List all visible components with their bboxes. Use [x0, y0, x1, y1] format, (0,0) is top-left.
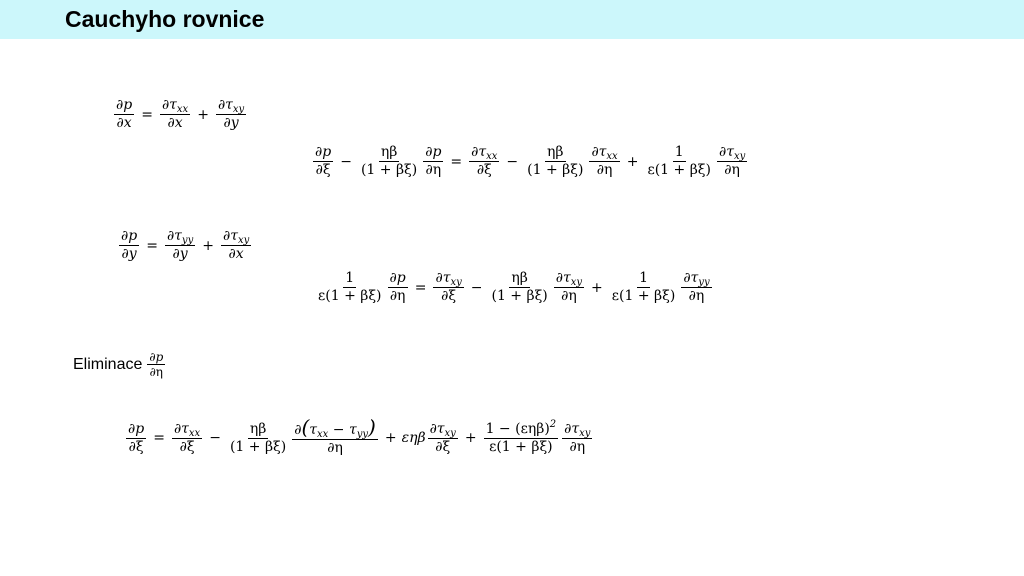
elimination-line — [73, 350, 167, 379]
fraction: $\frac{1}{\varepsilon(1 + \beta\xi)}$ — [647, 144, 711, 178]
fraction: $\frac{1 - (\varepsilon\eta\beta)^2}{\varepsilon(1 + \beta\xi)}$ — [485, 418, 557, 455]
fraction: $\frac{\partial\tau_{yy}}{\partial y}$ — [166, 228, 194, 262]
fraction: $\frac{\partial\tau_{yy}}{\partial\eta}$ — [683, 270, 710, 304]
fraction: $\frac{\partial\tau_{xy}}{\partial\eta}$ — [718, 144, 746, 178]
fraction: $\frac{\partial p}{\partial\xi}$ — [315, 144, 332, 178]
fraction: $\frac{\partial\tau_{xx}}{\partial\eta}$ — [591, 144, 618, 178]
fraction: $\frac{\partial p}{\partial\eta}$ — [389, 270, 406, 304]
fraction: $\frac{1}{\varepsilon(1 + \beta\xi)}$ — [318, 270, 382, 304]
fraction: $\frac{\partial\tau_{xy}}{\partial y}$ — [217, 97, 245, 131]
fraction: $\frac{1}{\varepsilon(1 + \beta\xi)}$ — [611, 270, 676, 304]
fraction: $\frac{\partial p}{\partial\eta}$ — [425, 144, 442, 178]
equation-1: $\frac{\partial p}{\partial x}$ = $\frac{\partial\tau_{xx}}{\partial x}$ + $\frac{\partial\tau_{xy}}{\partial y}$ — [116, 97, 245, 131]
equation-4: $\frac{1}{\varepsilon(1 + \beta\xi)}$ $\frac{\partial p}{\partial\eta}$ = $\frac{\partial\tau_{xy}}{\partial\xi}$ − $\frac{\eta\beta}{(1 + \beta\xi)}$ $\frac{\partial\tau_{xy}}{\partial\eta}$ + $\frac{1}{\varepsilon(1 + \beta\xi)}$ $\frac{\partial\tau_{yy}}{\partial\eta}$ — [318, 270, 710, 304]
fraction: $\frac{\partial p}{\partial\xi}$ — [128, 420, 145, 455]
fraction: $\frac{\eta\beta}{(1 + \beta\xi)}$ — [360, 144, 418, 178]
fraction: $\frac{\eta\beta}{(1 + \beta\xi)}$ — [229, 420, 287, 455]
fraction: $\frac{\partial\tau_{xx}}{\partial x}$ — [161, 97, 189, 131]
fraction: $\frac{\eta\beta}{(1 + \beta\xi)}$ — [527, 144, 584, 178]
equation-2: $\frac{\partial p}{\partial\xi}$ − $\frac{\eta\beta}{(1 + \beta\xi)}$ $\frac{\partial p}{\partial\eta}$ = $\frac{\partial\tau_{xx}}{\partial\xi}$ − $\frac{\eta\beta}{(1 + \beta\xi)}$ $\frac{\partial\tau_{xx}}{\partial\eta}$ + $\frac{1}{\varepsilon(1 + \beta\xi)}$ $\frac{\partial\tau_{xy}}{\partial\eta}$ — [315, 144, 746, 178]
fraction: $\frac{\partial\tau_{xx}}{\partial\xi}$ — [471, 144, 498, 178]
fraction: $\frac{\partial\tau_{xx}}{\partial\xi}$ — [173, 420, 201, 455]
fraction: $\frac{\partial\tau_{xy}}{\partial\xi}$ — [429, 420, 456, 455]
fraction: $\frac{\partial\tau_{xy}}{\partial\xi}$ — [435, 270, 462, 304]
fraction: $\frac{\partial\tau_{xy}}{\partial\eta}$ — [564, 420, 591, 455]
title-bar — [0, 0, 1024, 39]
fraction: $\frac{\partial p}{\partial y}$ — [121, 228, 138, 262]
equation-5: $\frac{\partial p}{\partial\xi}$ = $\frac{\partial\tau_{xx}}{\partial\xi}$ − $\frac{\eta\beta}{(1 + \beta\xi)}$ $\frac{\partial(\tau_{xx} - \tau_{yy})}{\partial\eta}$ + εηβ $\frac{\partial\tau_{xy}}{\partial\xi}$ + $\frac{1 - (\varepsilon\eta\beta)^2}{\varepsilon(1 + \beta\xi)}$ $\frac{\partial\tau_{xy}}{\partial\eta}$ — [128, 415, 591, 456]
elimination-label: Eliminace — [73, 355, 143, 373]
equation-3: $\frac{\partial p}{\partial y}$ = $\frac{\partial\tau_{yy}}{\partial y}$ + $\frac{\partial\tau_{xy}}{\partial x}$ — [121, 228, 250, 262]
fraction: $\frac{\partial(\tau_{xx} - \tau_{yy})}{\partial\eta}$ — [294, 415, 376, 456]
fraction: $\frac{\partial\tau_{xy}}{\partial\eta}$ — [555, 270, 583, 304]
fraction: $\frac{\partial p}{\partial\eta}$ — [149, 350, 164, 379]
fraction: $\frac{\eta\beta}{(1 + \beta\xi)}$ — [491, 270, 548, 304]
slide-title: Cauchyho rovnice — [65, 6, 265, 32]
fraction: $\frac{\partial p}{\partial x}$ — [116, 97, 133, 131]
fraction: $\frac{\partial\tau_{xy}}{\partial x}$ — [222, 228, 250, 262]
